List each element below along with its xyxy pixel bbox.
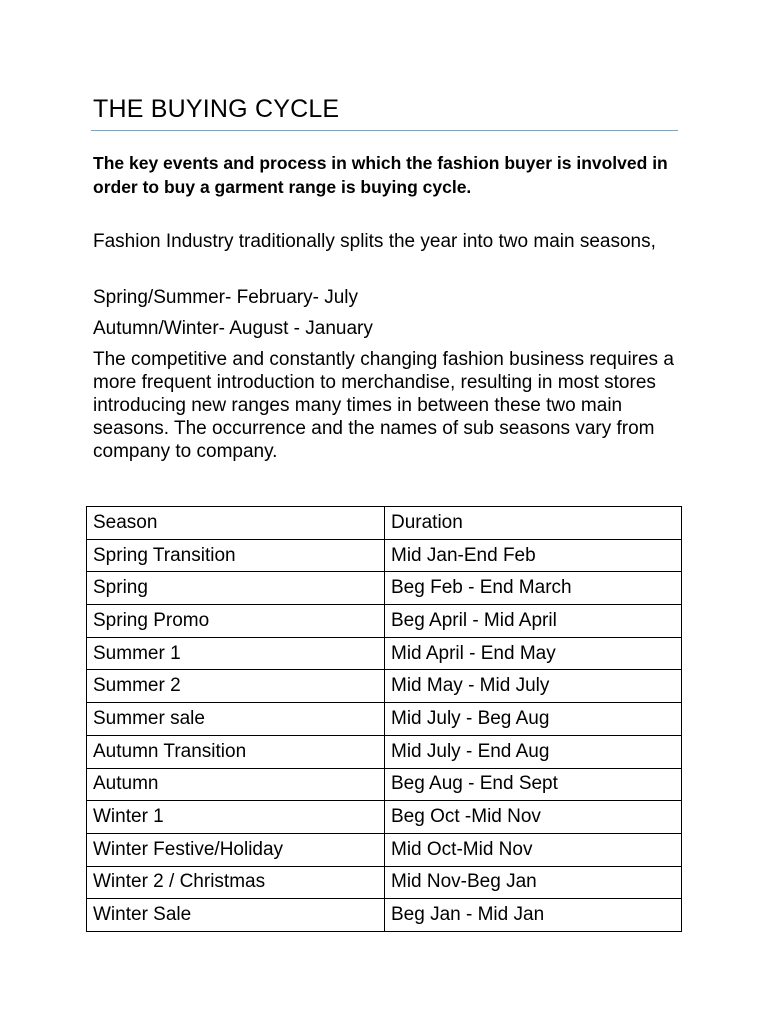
season-cell: Summer sale: [87, 703, 385, 736]
season-cell: Summer 2: [87, 670, 385, 703]
duration-cell: Mid Oct-Mid Nov: [385, 833, 682, 866]
table-row: [87, 572, 682, 605]
season-cell: Summer 1: [87, 637, 385, 670]
table-row: [87, 833, 682, 866]
column-header-duration: Duration: [385, 507, 682, 540]
season-cell: Spring Transition: [87, 539, 385, 572]
season-cell: Autumn: [87, 768, 385, 801]
column-header-season: Season: [87, 507, 385, 540]
season-cell: Winter Sale: [87, 899, 385, 932]
season-duration-table: [86, 506, 682, 932]
title-divider: [91, 130, 678, 131]
season-cell: Spring: [87, 572, 385, 605]
table-row: [87, 801, 682, 834]
page-title: THE BUYING CYCLE: [93, 95, 340, 123]
table-row: [87, 637, 682, 670]
table-header-row: [87, 507, 682, 540]
table-row: [87, 539, 682, 572]
spring-summer-line: Spring/Summer- February- July: [93, 287, 359, 308]
table-row: [87, 670, 682, 703]
duration-cell: Beg April - Mid April: [385, 605, 682, 638]
table-row: [87, 703, 682, 736]
season-cell: Winter 1: [87, 801, 385, 834]
table-row: [87, 735, 682, 768]
duration-cell: Mid July - End Aug: [385, 735, 682, 768]
table-row: [87, 899, 682, 932]
season-cell: Spring Promo: [87, 605, 385, 638]
table-row: [87, 866, 682, 899]
seasons-intro-paragraph: Fashion Industry traditionally splits the year into two main seasons,: [93, 231, 656, 252]
table-row: [87, 605, 682, 638]
duration-cell: Beg Aug - End Sept: [385, 768, 682, 801]
season-cell: Winter 2 / Christmas: [87, 866, 385, 899]
duration-cell: Mid Nov-Beg Jan: [385, 866, 682, 899]
duration-cell: Beg Jan - Mid Jan: [385, 899, 682, 932]
duration-cell: Beg Oct -Mid Nov: [385, 801, 682, 834]
table-row: [87, 768, 682, 801]
duration-cell: Beg Feb - End March: [385, 572, 682, 605]
season-cell: Autumn Transition: [87, 735, 385, 768]
duration-cell: Mid May - Mid July: [385, 670, 682, 703]
season-cell: Winter Festive/Holiday: [87, 833, 385, 866]
duration-cell: Mid Jan-End Feb: [385, 539, 682, 572]
duration-cell: Mid April - End May: [385, 637, 682, 670]
autumn-winter-line: Autumn/Winter- August - January: [93, 318, 373, 339]
sub-seasons-paragraph: The competitive and constantly changing fashion business requires a more frequent introduction to merchandise, resulting in most stores introducing new ranges many times in between these two main seasons. The occurrence and the names of sub seasons vary from company to company.: [93, 349, 674, 462]
lead-paragraph: The key events and process in which the fashion buyer is involved in order to buy a garment range is buying cycle.: [93, 153, 668, 197]
duration-cell: Mid July - Beg Aug: [385, 703, 682, 736]
